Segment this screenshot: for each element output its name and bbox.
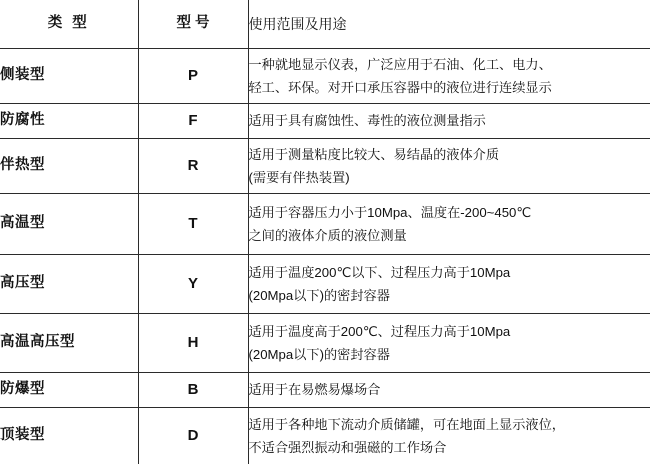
desc-line: 适用于测量粘度比较大、易结晶的液体介质 — [249, 143, 650, 166]
desc-line: 适用于温度高于200℃、过程压力高于10Mpa — [249, 320, 650, 343]
row-type: 高温高压型 — [0, 314, 138, 373]
table-row — [0, 139, 650, 194]
table-row — [0, 194, 650, 255]
desc-line: 适用于容器压力小于10Mpa、温度在-200~450℃ — [249, 201, 650, 224]
table-header-row — [0, 0, 650, 49]
row-model: Y — [138, 255, 248, 314]
row-model: F — [138, 104, 248, 139]
row-description — [248, 104, 650, 139]
row-description — [248, 314, 650, 373]
row-description — [248, 373, 650, 408]
table-row — [0, 104, 650, 139]
row-type: 防腐性 — [0, 104, 138, 139]
table-row — [0, 373, 650, 408]
table-row — [0, 314, 650, 373]
table-row — [0, 255, 650, 314]
row-model: T — [138, 194, 248, 255]
desc-line: 不适合强烈振动和强磁的工作场合 — [249, 436, 650, 459]
row-type: 侧装型 — [0, 49, 138, 104]
row-model: B — [138, 373, 248, 408]
header-type: 类 型 — [0, 0, 138, 49]
desc-line: 轻工、环保。对开口承压容器中的液位进行连续显示 — [249, 76, 650, 99]
desc-line: 适用于温度200℃以下、过程压力高于10Mpa — [249, 261, 650, 284]
row-type: 防爆型 — [0, 373, 138, 408]
row-description — [248, 139, 650, 194]
row-description — [248, 49, 650, 104]
header-model: 型 号 — [138, 0, 248, 49]
desc-line: 一种就地显示仪表，广泛应用于石油、化工、电力、 — [249, 53, 650, 76]
desc-line: (20Mpa以下)的密封容器 — [249, 343, 650, 366]
row-model: P — [138, 49, 248, 104]
row-model: D — [138, 408, 248, 464]
row-description — [248, 255, 650, 314]
row-model: R — [138, 139, 248, 194]
desc-line: (20Mpa以下)的密封容器 — [249, 284, 650, 307]
row-type: 顶装型 — [0, 408, 138, 464]
row-type: 高温型 — [0, 194, 138, 255]
row-type: 高压型 — [0, 255, 138, 314]
desc-line: 适用于具有腐蚀性、毒性的液位测量指示 — [249, 109, 650, 132]
table-row — [0, 408, 650, 464]
desc-line: 之间的液体介质的液位测量 — [249, 224, 650, 247]
desc-line: 适用于各种地下流动介质储罐，可在地面上显示液位， — [249, 413, 650, 436]
row-model: H — [138, 314, 248, 373]
row-description — [248, 194, 650, 255]
desc-line: (需要有伴热装置) — [249, 166, 650, 189]
row-type: 伴热型 — [0, 139, 138, 194]
table-row — [0, 49, 650, 104]
row-description — [248, 408, 650, 464]
header-description: 使用范围及用途 — [248, 0, 650, 49]
desc-line: 适用于在易燃易爆场合 — [249, 378, 650, 401]
